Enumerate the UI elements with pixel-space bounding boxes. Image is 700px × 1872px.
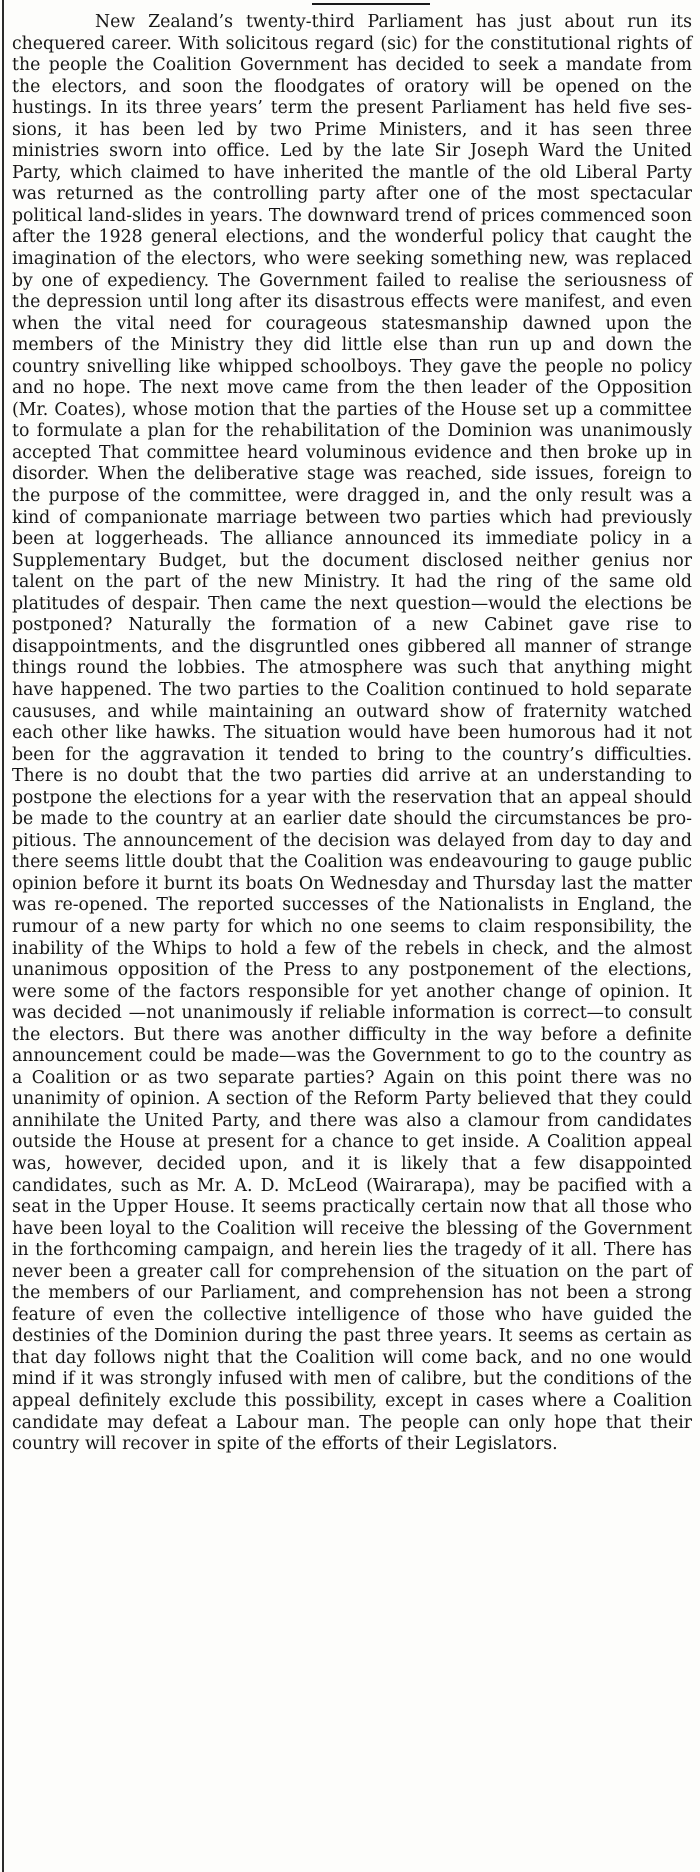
column-rule bbox=[2, 0, 4, 1872]
article-body: New Zealand’s twenty-third Parliament has just about run its chequered career. With solicitous regard (sic) for the constitutional rights of the people the Coalition Government has decided to seek a mandate from the electors, and soon the floodgates of oratory will be opened on the hustings. In its three years’ term the present Parliament has held five sessions, it has been led by two Prime Ministers, and it has seen three ministries sworn into office. Led by the late Sir Joseph Ward the United Party, which claimed to have inherited the mantle of the old Liberal Party was returned as the controlling party after one of the most spectacular political land-slides in years. The downward trend of prices commenced soon after the 1928 general elections, and the wonderful policy that caught the imagination of the electors, who were seeking something new, was replaced by one of expediency. The Government failed to realise the seriousness of the depression until long after its disastrous effects were manifest, and even when the vital need for courageous statesmanship dawned upon the members of the Ministry they did little else than run up and down the country snivelling like whipped schoolboys. They gave the people no policy and no hope. The next move came from the then leader of the Opposition (Mr. Coates), whose motion that the parties of the House set up a committee to formulate a plan for the rehabilitation of the Dominion was unanimously accepted That committee heard voluminous evidence and then broke up in disorder. When the deliberative stage was reached, side issues, foreign to the purpose of the committee, were dragged in, and the only result was a kind of companionate marriage between two parties which had previously been at loggerheads. The alliance announced its immediate policy in a Supplementary Budget, but the document disclosed neither genius nor talent on the part of the new Ministry. It had the ring of the same old platitudes of despair. Then came the next question—would the elections be postponed? Naturally the formation of a new Cabinet gave rise to disappointments, and the disgruntled ones gibbered all manner of strange things round the lobbies. The atmosphere was such that anything might have happened. The two parties to the Coalition continued to hold separate caususes, and while maintaining an outward show of fraternity watched each other like hawks. The situation would have been humorous had it not been for the aggravation it tended to bring to the country’s difficulties. There is no doubt that the two parties did arrive at an understanding to postpone the elections for a year with the reservation that an appeal should be made to the country at an earlier date should the circumstances be propitious. The announcement of the decision was delayed from day to day and there seems little doubt that the Coalition was endeavouring to gauge public opinion before it burnt its boats On Wednesday and Thursday last the matter was re-opened. The reported successes of the Nationalists in England, the rumour of a new party for which no one seems to claim responsibility, the inability of the Whips to hold a few of the rebels in check, and the almost unanimous opposition of the Press to any postponement of the elections, were some of the factors responsible for yet another change of opinion. It was decided —not unanimously if reliable information is correct—to consult the electors. But there was another difficulty in the way before a definite announcement could be made—was the Government to go to the country as a Coalition or as two separate parties? Again on this point there was no unanimity of opinion. A section of the Reform Party believed that they could annihilate the United Party, and there was also a clamour from candidates outside the House at present for a chance to get inside. A Coalition appeal was, however, decided upon, and it is likely that a few disappointed candidates, such as Mr. A. D. McLeod (Wairarapa), may be pacified with a seat in the Upper House. It seems practically certain now that all those who have been loyal to the Coalition will receive the blessing of the Government in the forthcoming campaign, and herein lies the tragedy of it all. There has never been a greater call for comprehension of the situation on the part of the members of our Parliament, and comprehension has not been a strong feature of even the collective intelligence of those who have guided the destinies of the Dominion during the past three years. It seems as certain as that day follows night that the Coalition will come back, and no one would mind if it was strongly infused with men of calibre, but the conditions of the appeal definitely exclude this possibility, except in cases where a Coalition candidate may defeat a Labour man. The people can only hope that their country will recover in spite of the efforts of their Legislators. bbox=[12, 12, 692, 1455]
headpiece-rule bbox=[312, 3, 430, 5]
